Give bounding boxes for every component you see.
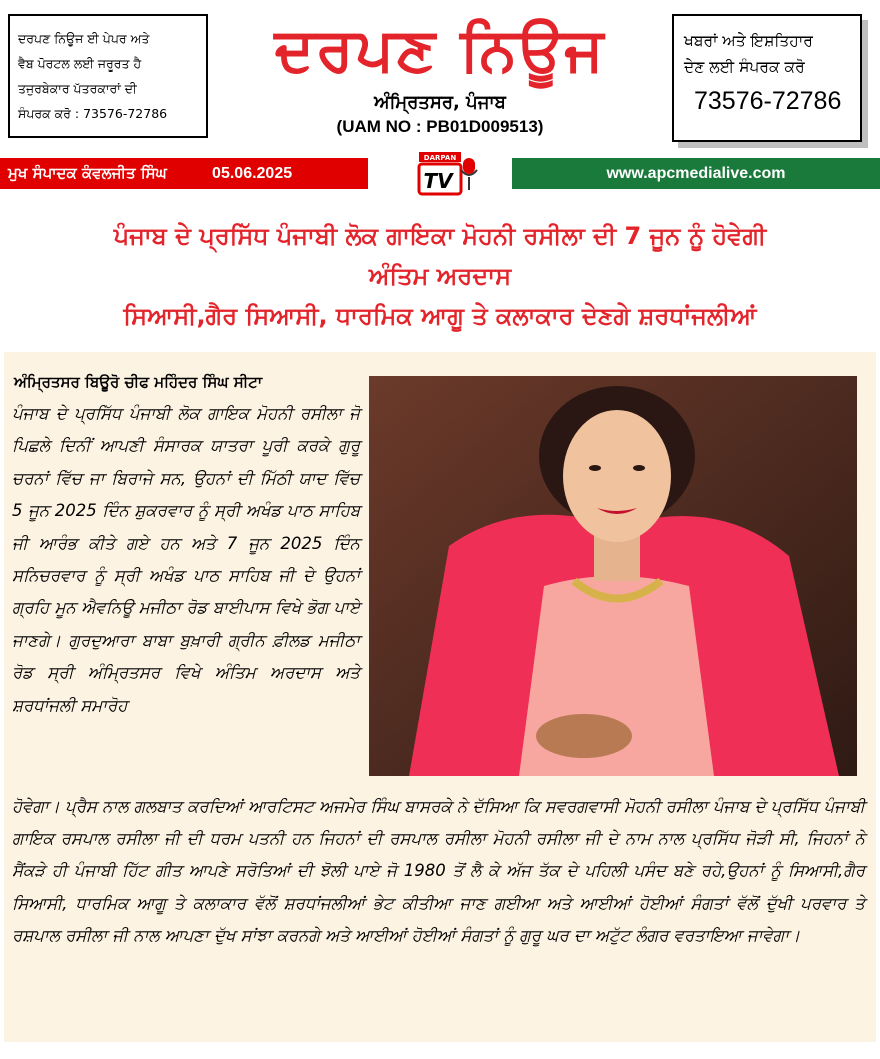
darpan-tv-logo-icon bbox=[405, 150, 493, 196]
article-photo bbox=[369, 376, 857, 776]
headline-line-2: ਅੰਤਿਮ ਅਰਦਾਸ bbox=[368, 262, 512, 290]
article-body: ਹੋਵੇਗਾ। ਪ੍ਰੈਸ ਨਾਲ ਗਲਬਾਤ ਕਰਦਿਆਂ ਆਰਟਿਸਟ ਅਜਮੇਰ ਸਿੰਘ ਬਾਸਰਕੇ ਨੇ ਦੱਸਿਆ ਕਿ ਸਵਰਗਵਾਸੀ ਮੋਹਨੀ ਰਸੀਲਾ ਪੰਜਾਬ ਦੇ ਪ੍ਰਸਿੱਧ ਪੰਜਾਬੀ ਗਾਇਕ ਰਸਪਾਲ ਰਸੀਲਾ ਜੀ ਦੀ ਧਰਮ ਪਤਨੀ ਹਨ ਜਿਹਨਾਂ ਦੀ ਰਸਪਾਲ ਰਸੀਲਾ ਮੋਹਨੀ ਰਸੀਲਾ ਜੀ ਦੇ ਨਾਮ ਨਾਲ ਪ੍ਰਸਿੱਧ ਜੋੜੀ ਸੀ, ਜਿਹਨਾਂ ਨੇ ਸੈਂਕੜੇ ਹੀ ਪੰਜਾਬੀ ਹਿੱਟ ਗੀਤ ਆਪਣੇ ਸਰੋਤਿਆਂ ਦੀ ਝੋਲੀ ਪਾਏ ਜੋ 1980 ਤੋਂ ਲੈ ਕੇ ਅੱਜ ਤੱਕ ਦੇ ਪਹਿਲੀ ਪਸੰਦ ਬਣੇ ਰਹੇ,ਉਹਨਾਂ ਨੂੰ ਸਿਆਸੀ,ਗੈਰ ਸਿਆਸੀ, ਧਾਰਮਿਕ ਆਗੂ ਤੇ ਕਲਾਕਾਰ ਵੱਲੋਂ ਸ਼ਰਧਾਂਜਲੀਆਂ ਭੇਟ ਕੀਤੀਆ ਜਾਣ ਗਈਆ ਅਤੇ ਆਈਆਂ ਹੋਈਆਂ ਸੰਗਤਾਂ ਵੱਲੋਂ ਦੁੱਖੀ ਪਰਵਾਰ ਤੇ ਰਸ਼ਪਾਲ ਰਸੀਲਾ ਜੀ ਨਾਲ ਆਪਣਾ ਦੁੱਖ ਸਾਂਝਾ ਕਰਨਗੇ ਅਤੇ ਆਈਆਂ ਹੋਈਆਂ ਸੰਗਤਾਂ ਨੂੰ ਗੁਰੂ ਘਰ ਦਾ ਅਟੁੱਟ ਲੰਗਰ ਵਰਤਾਇਆ ਜਾਵੇਗਾ। bbox=[12, 797, 865, 945]
advertising-box bbox=[672, 14, 862, 142]
advertising-line-1: ਖਬਰਾਂ ਅਤੇ ਇਸ਼ਤਿਹਾਰ bbox=[684, 32, 813, 50]
newspaper-title: ਦਰਪਣ ਨਿਊਜ bbox=[274, 15, 606, 85]
logo-top-text: DARPAN bbox=[423, 154, 457, 162]
recruitment-box bbox=[8, 14, 208, 138]
website-bar: www.apcmedialive.com bbox=[512, 158, 880, 189]
issue-date: 05.06.2025 bbox=[212, 165, 293, 182]
recruitment-line-1: ਦਰਪਣ ਨਿਊਜ ਈ ਪੇਪਰ ਅਤੇ bbox=[18, 31, 150, 46]
recruitment-line-2: ਵੈਬ ਪੋਰਟਲ ਲਈ ਜਰੂਰਤ ਹੈ bbox=[18, 56, 142, 71]
headline bbox=[10, 216, 870, 336]
microphone-icon bbox=[461, 158, 477, 190]
advertising-phone: 73576-72786 bbox=[694, 87, 842, 115]
masthead bbox=[220, 12, 660, 137]
advertising-line-2: ਦੇਣ ਲਈ ਸੰਪਰਕ ਕਰੋ bbox=[684, 58, 805, 76]
article-intro: ਪੰਜਾਬ ਦੇ ਪ੍ਰਸਿੱਧ ਪੰਜਾਬੀ ਲੋਕ ਗਾਇਕ ਮੋਹਨੀ ਰਸੀਲਾ ਜੋ ਪਿਛਲੇ ਦਿਨੀਂ ਆਪਣੀ ਸੰਸਾਰਕ ਯਾਤਰਾ ਪੂਰੀ ਕਰਕੇ ਗੁਰੂ ਚਰਨਾਂ ਵਿੱਚ ਜਾ ਬਿਰਾਜੇ ਸਨ, ਉਹਨਾਂ ਦੀ ਮਿੱਠੀ ਯਾਦ ਵਿੱਚ 5 ਜੂਨ 2025 ਦਿੰਨ ਸ਼ੁਕਰਵਾਰ ਨੂੰ ਸ੍ਰੀ ਅਖੰਡ ਪਾਠ ਸਾਹਿਬ ਜੀ ਆਰੰਭ ਕੀਤੇ ਗਏ ਹਨ ਅਤੇ 7 ਜੂਨ 2025 ਦਿੰਨ ਸਨਿਚਰਵਾਰ ਨੂੰ ਸ੍ਰੀ ਅਖੰਡ ਪਾਠ ਸਾਹਿਬ ਜੀ ਦੇ ਉਹਨਾਂ ਗ੍ਰਹਿ ਮੂਨ ਐਵਨਿਊ ਮਜੀਠਾ ਰੋਡ ਬਾਈਪਾਸ ਵਿਖੇ ਭੋਗ ਪਾਏ ਜਾਣਗੇ। ਗੁਰਦੁਆਰਾ ਬਾਬਾ ਬੁਖ਼ਾਰੀ ਗ੍ਰੀਨ ਫ਼ੀਲਡ ਮਜੀਠਾ ਰੋਡ ਸ੍ਰੀ ਅੰਮ੍ਰਿਤਸਰ ਵਿਖੇ ਅੰਤਿਮ ਅਰਦਾਸ ਅਤੇ ਸ਼ਰਧਾਂਜਲੀ ਸਮਾਰੋਹ bbox=[12, 404, 360, 715]
chief-editor: ਮੁਖ ਸੰਪਾਦਕ ਕੰਵਲਜੀਤ ਸਿੰਘ bbox=[8, 164, 167, 182]
logo-tv-text: TV bbox=[423, 169, 453, 193]
headline-line-3: ਸਿਆਸੀ,ਗੈਰ ਸਿਆਸੀ, ਧਾਰਮਿਕ ਆਗੂ ਤੇ ਕਲਾਕਾਰ ਦੇਣਗੇ ਸ਼ਰਧਾਂਜਲੀਆਂ bbox=[123, 302, 757, 330]
editor-bar bbox=[0, 158, 368, 189]
recruitment-line-3: ਤਜੁਰਬੇਕਾਰ ਪੱਤਰਕਾਰਾਂ ਦੀ bbox=[18, 81, 137, 96]
recruitment-contact: ਸੰਪਰਕ ਕਰੋ : 73576-72786 bbox=[18, 106, 168, 121]
uam-number: (UAM NO : PB01D009513) bbox=[336, 117, 544, 136]
newspaper-location: ਅੰਮ੍ਰਿਤਸਰ, ਪੰਜਾਬ bbox=[374, 92, 506, 113]
headline-line-1: ਪੰਜਾਬ ਦੇ ਪ੍ਰਸਿੱਧ ਪੰਜਾਬੀ ਲੋਕ ਗਾਇਕਾ ਮੋਹਨੀ ਰਸੀਲਾ ਦੀ 7 ਜੂਨ ਨੂੰ ਹੋਵੇਗੀ bbox=[113, 222, 767, 250]
article-byline: ਅੰਮ੍ਰਿਤਸਰ ਬਿਊਰੋ ਚੀਫ ਮਹਿੰਦਰ ਸਿੰਘ ਸੀਟਾ bbox=[8, 368, 353, 396]
